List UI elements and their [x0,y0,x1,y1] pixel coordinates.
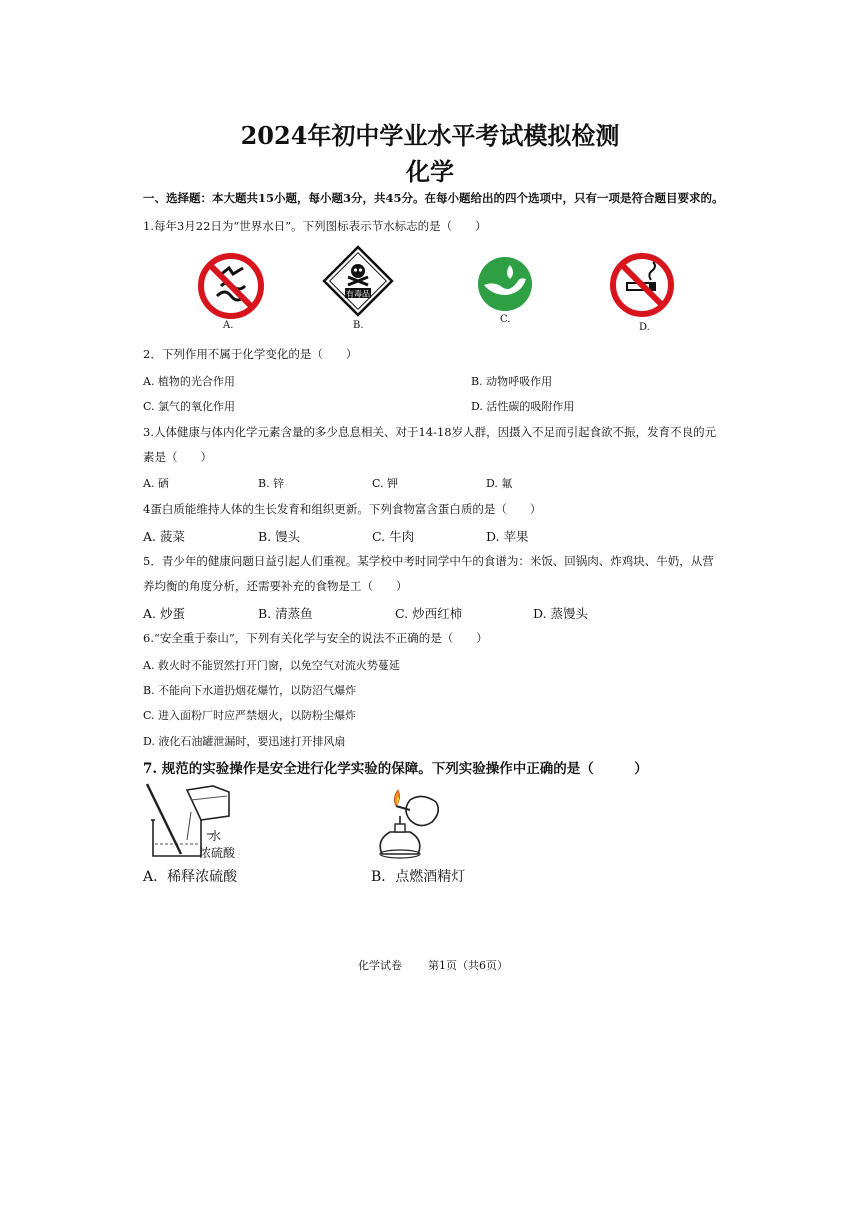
option-a-label: A. [223,320,234,331]
option-b-label: B. [353,320,364,331]
q4-option-a: A. 菠菜 [143,529,185,544]
exam-title: 2024年初中学业水平考试模拟检测 [240,121,620,150]
footer-page: 第1页（共6页） [428,959,508,972]
q3-option-a: A. 硒 [143,477,169,490]
no-burning-icon [195,250,267,322]
q7-option-b: B．点燃酒精灯 [371,869,466,885]
water-saving-icon [476,255,534,313]
alcohol-lamp-diagram [370,784,450,860]
q5-option-d: D. 蒸馒头 [533,606,589,621]
q5-option-c: C. 炒西红柿 [395,606,463,621]
section-heading: 一、选择题：本大题共15小题，每小题3分，共45分。在每小题给出的四个选项中，只有一项是符合题目要求的。 [143,191,724,205]
q4-option-c: C. 牛肉 [372,529,415,544]
question-7-stem: 7. 规范的实验操作是安全进行化学实验的保障。下列实验操作中正确的是（ ） [143,761,648,777]
q3-option-d: D. 氟 [486,477,513,490]
acid-label: 浓硫酸 [199,846,236,860]
question-3-stem-line2: 素是（ ） [143,450,212,464]
q3-option-c: C. 钾 [372,477,399,490]
water-label: 水 [209,829,222,843]
subject-title: 化学 [406,157,454,186]
q3-option-b: B. 锌 [258,477,285,490]
question-4-stem: 4蛋白质能维持人体的生长发育和组织更新。下列食物富含蛋白质的是（ ） [143,502,542,516]
q2-option-b: B. 动物呼吸作用 [471,375,553,388]
q2-option-a: A. 植物的光合作用 [143,375,235,388]
question-5-stem-line1: 5．青少年的健康问题日益引起人们重视。某学校中考时同学中午的食谱为：米饭、回锅肉、炸鸡块、牛奶，从营 [143,554,714,568]
q6-option-b: B. 不能向下水道扔烟花爆竹，以防沼气爆炸 [143,684,357,697]
q2-option-d: D. 活性碳的吸附作用 [471,400,575,413]
no-smoking-icon [607,250,677,320]
q5-option-a: A. 炒蛋 [143,606,185,621]
question-2-stem: 2．下列作用不属于化学变化的是（ ） [143,347,358,361]
q4-option-b: B. 馒头 [258,529,301,544]
q4-option-d: D. 苹果 [486,529,529,544]
toxic-label: 有毒品 [346,289,370,299]
q5-option-b: B. 清蒸鱼 [258,606,313,621]
question-3-stem-line1: 3.人体健康与体内化学元素含量的多少息息相关、对于14-18岁人群，因摄入不足而引起食欲不振，发育不良的元 [143,425,717,439]
q6-option-a: A. 救火时不能贸然打开门窗，以免空气对流火势蔓延 [143,659,400,672]
footer-subject: 化学试卷 [358,959,402,972]
question-6-stem: 6.“安全重于泰山”，下列有关化学与安全的说法不正确的是（ ） [143,631,488,645]
question-1-stem: 1.每年3月22日为“世界水日”。下列图标表示节水标志的是（ ） [143,219,487,233]
q6-option-d: D. 液化石油罐泄漏时，要迅速打开排风扇 [143,735,346,748]
option-c-label: C. [500,314,511,325]
toxic-hazard-icon [321,244,395,318]
q7-option-a: A．稀释浓硫酸 [143,869,238,885]
option-d-label: D. [639,322,650,333]
q6-option-c: C. 进入面粉厂时应严禁烟火，以防粉尘爆炸 [143,709,357,722]
q2-option-c: C. 氯气的氧化作用 [143,400,236,413]
question-5-stem-line2: 养均衡的角度分析，还需要补充的食物是工（ ） [143,579,408,593]
dilute-acid-diagram [143,782,243,862]
